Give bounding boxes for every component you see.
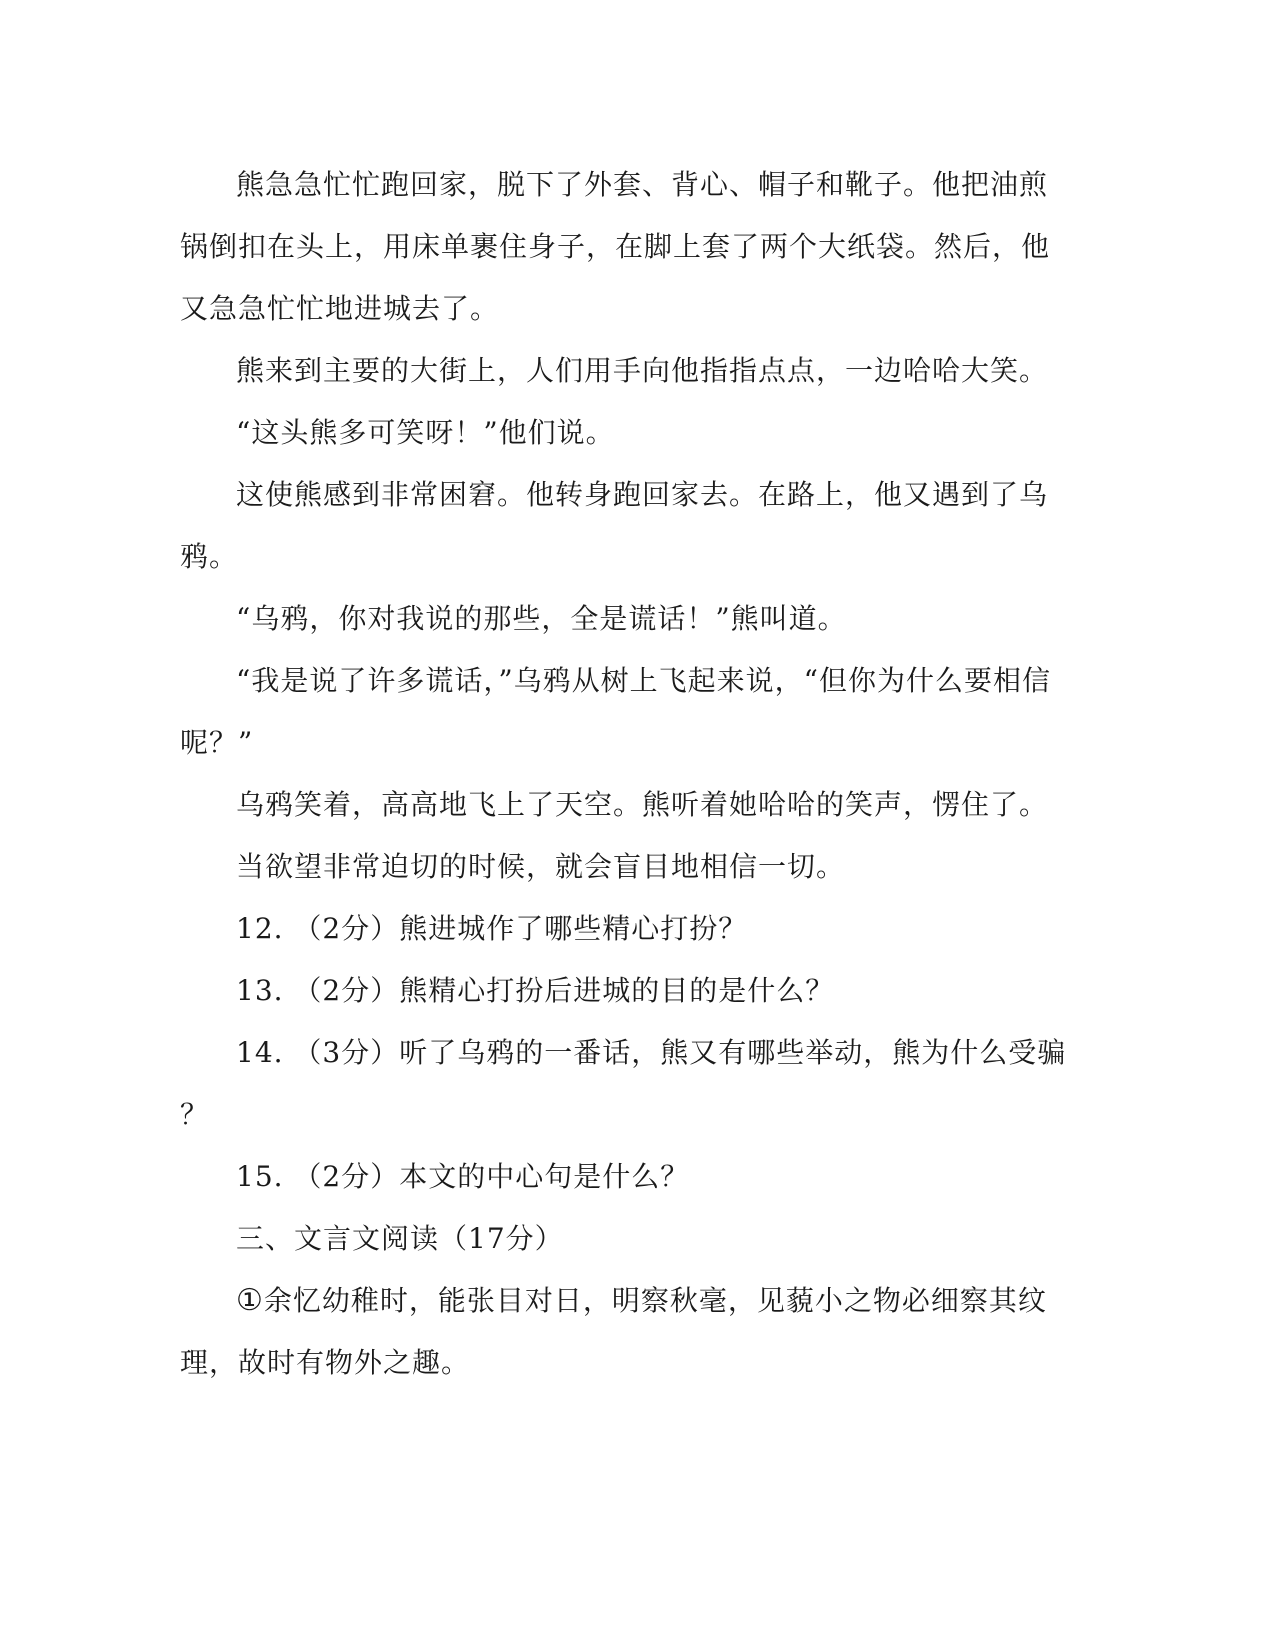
- text-line: 熊急急忙忙跑回家，脱下了外套、背心、帽子和靴子。他把油煎: [236, 168, 1049, 201]
- question-12: 12. （2分）熊进城作了哪些精心打扮？: [236, 912, 748, 945]
- text-line: 乌鸦笑着，高高地飞上了天空。熊听着她哈哈的笑声，愣住了。: [236, 788, 1049, 821]
- classical-text: 余忆幼稚时，能张目对日，明察秋毫，见藐小之物必细察其纹: [263, 1284, 1047, 1317]
- text-line: 这使熊感到非常困窘。他转身跑回家去。在路上，他又遇到了乌: [236, 478, 1049, 511]
- classical-paragraph-line: 理，故时有物外之趣。: [180, 1346, 471, 1379]
- text-line: 又急急忙忙地进城去了。: [180, 292, 500, 325]
- text-line: “乌鸦，你对我说的那些，全是谎话！”熊叫道。: [236, 602, 847, 635]
- text-line: “这头熊多可笑呀！”他们说。: [236, 416, 615, 449]
- text-line: 鸦。: [180, 540, 239, 573]
- classical-paragraph-line: [236, 1283, 1047, 1319]
- question-14-continued: ？: [180, 1098, 210, 1131]
- text-line: 呢？”: [180, 726, 254, 759]
- section-heading: 三、文言文阅读（17分）: [236, 1222, 564, 1255]
- text-line: 当欲望非常迫切的时候，就会盲目地相信一切。: [236, 850, 846, 883]
- text-line: “我是说了许多谎话，”乌鸦从树上飞起来说，“但你为什么要相信: [236, 664, 1051, 697]
- question-15: 15. （2分）本文的中心句是什么？: [236, 1160, 690, 1193]
- text-line: 熊来到主要的大街上，人们用手向他指指点点，一边哈哈大笑。: [236, 354, 1049, 387]
- circled-number-marker: ①: [236, 1283, 264, 1318]
- question-14: 14. （3分）听了乌鸦的一番话，熊又有哪些举动，熊为什么受骗: [236, 1036, 1067, 1069]
- question-13: 13. （2分）熊精心打扮后进城的目的是什么？: [236, 974, 835, 1007]
- text-line: 锅倒扣在头上，用床单裹住身子，在脚上套了两个大纸袋。然后，他: [180, 230, 1051, 263]
